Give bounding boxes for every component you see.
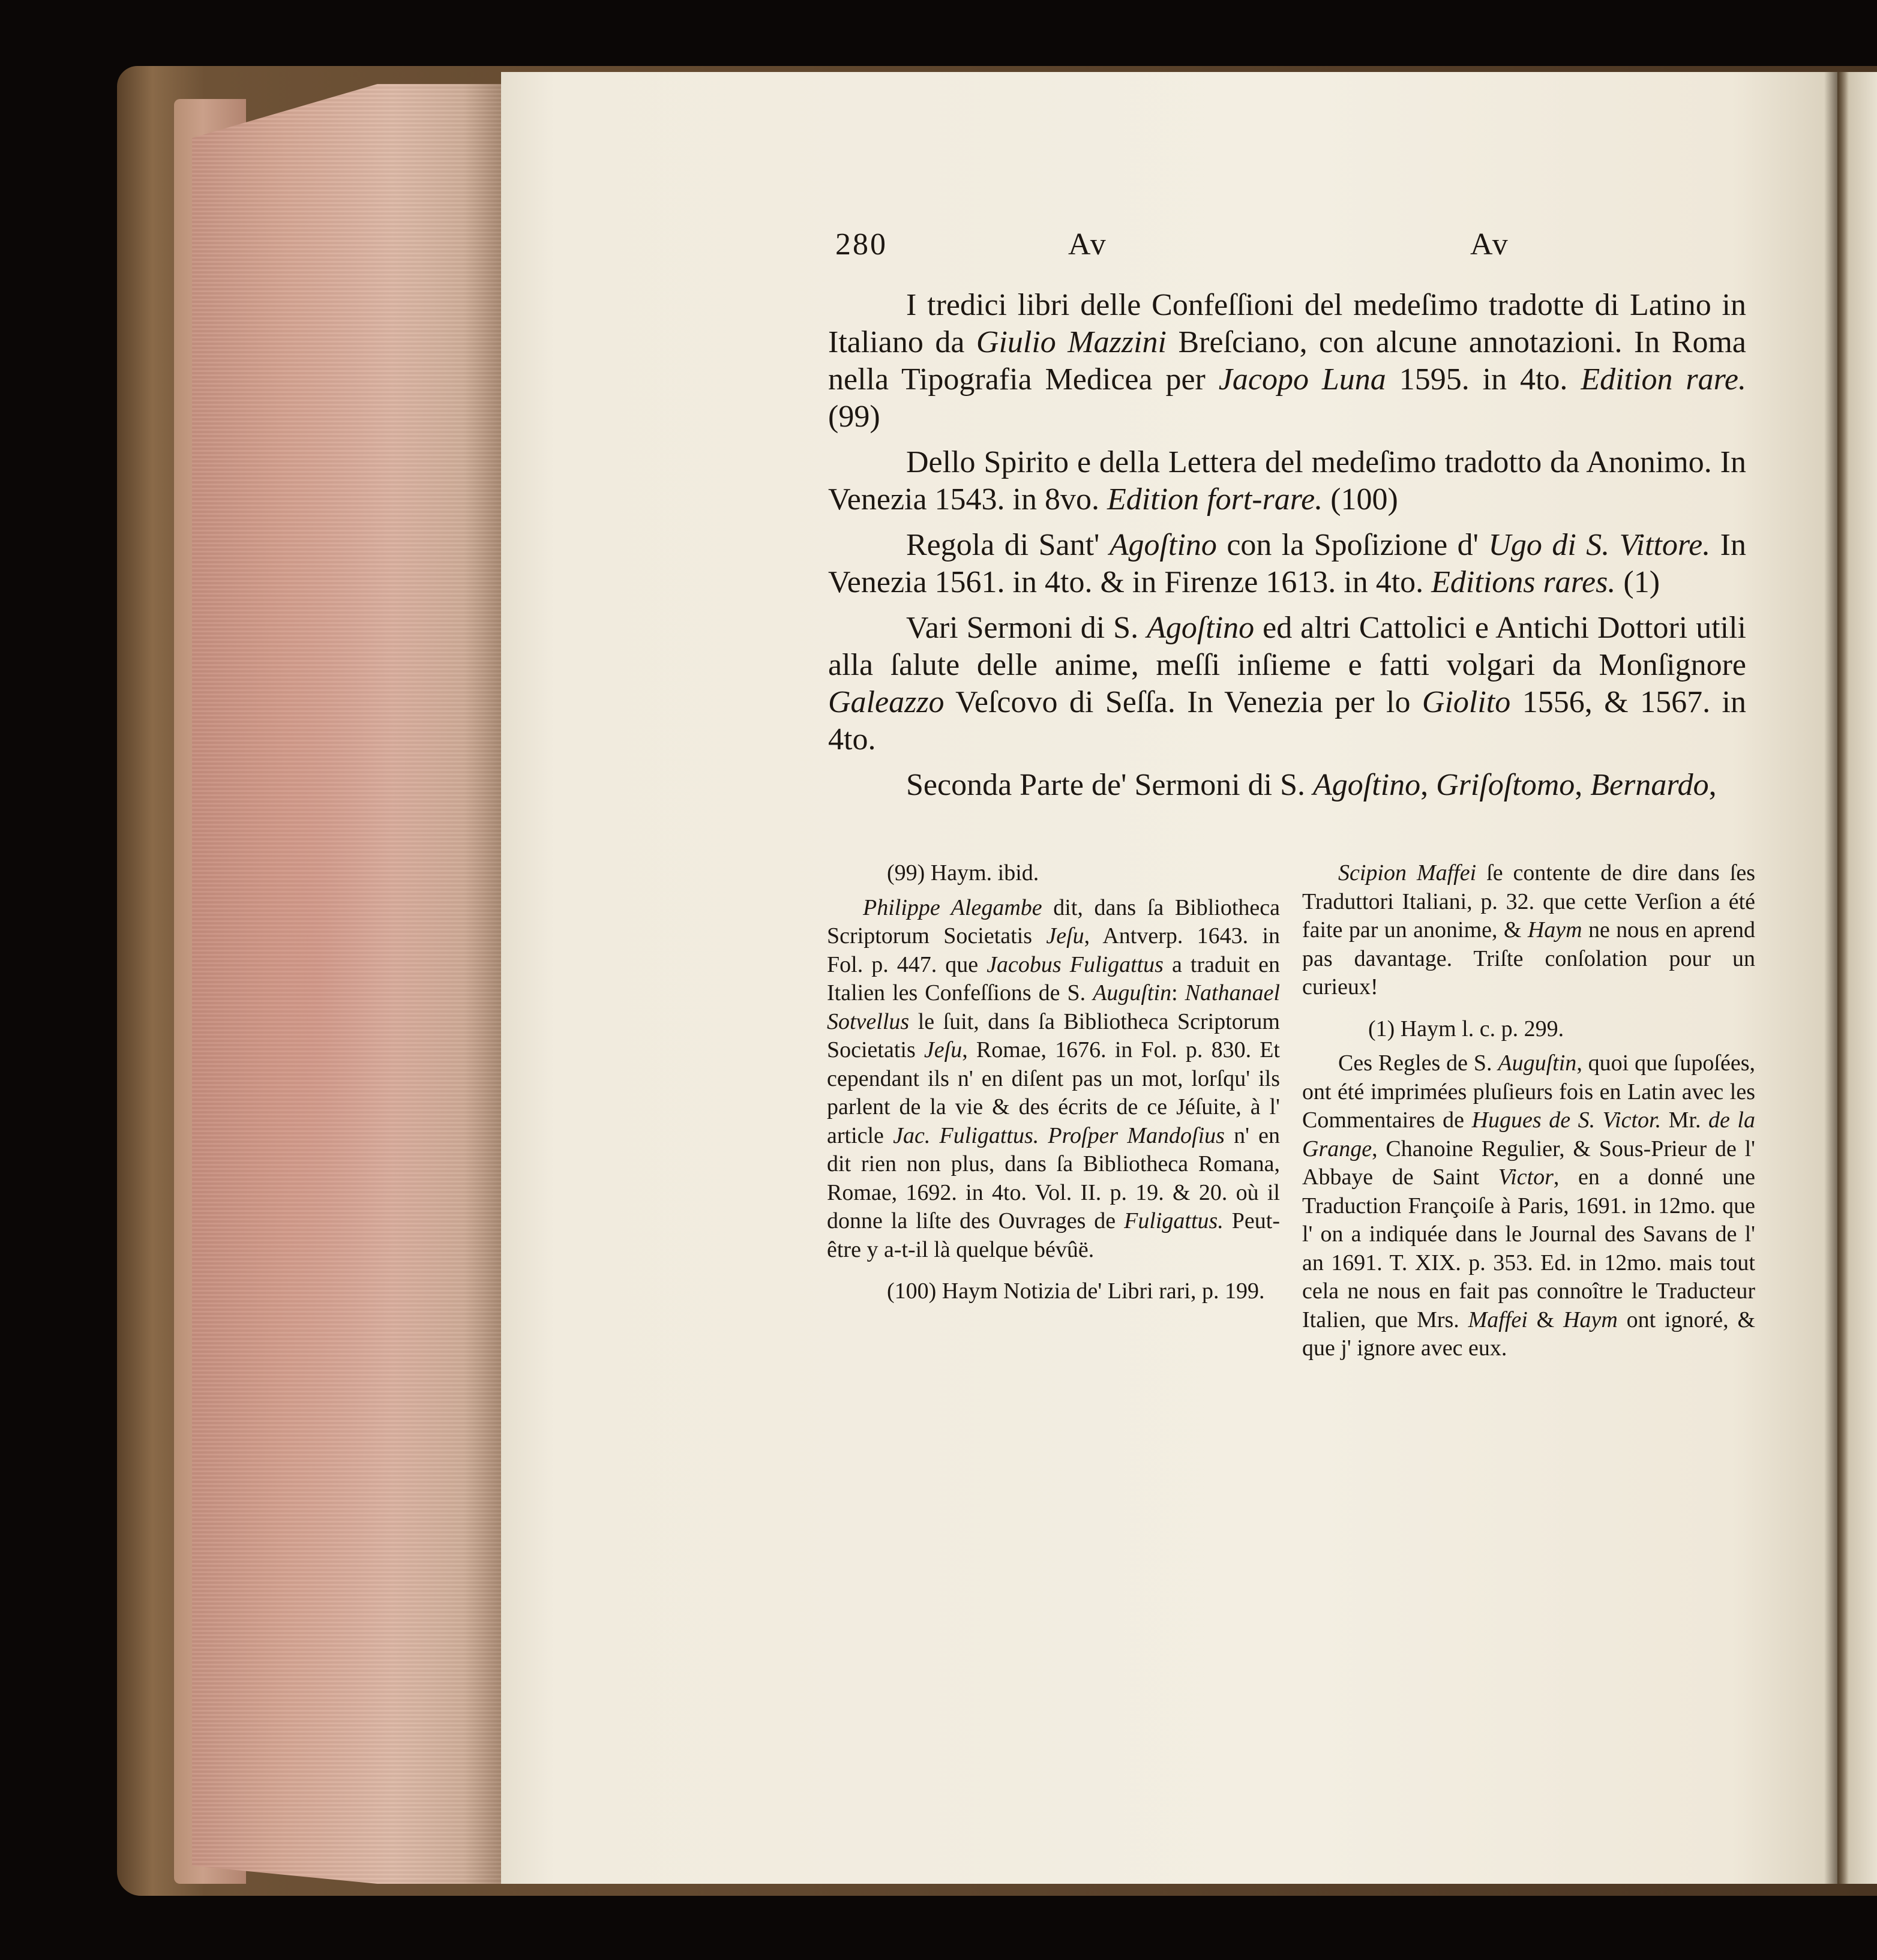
gutter-shadow (1824, 72, 1848, 1884)
entry-seconda-parte: Seconda Parte de' Sermoni di S. Agoſtino, Griſoſtomo, Bernardo, (906, 768, 1717, 802)
note-99-body: Philippe Alegambe dit, dans ſa Bibliotheca Scriptorum Societatis Jeſu, Antverp. 1643. in Fol. p. 447. que Jacobus Fuligattus a traduit en Italien les Confeſſions de S. Auguſtin: Nathanael Sotvellus le ſuit, dans ſa Bibliotheca Scriptorum Societatis Jeſu, Romae, 1676. in Fol. p. 830. Et cependant ils n' en diſent pas un mot, lorſqu' ils parlent de la vie & des écrits de ce Jéſuite, à l' article Jac. Fuligattus. Proſper Mandoſius n' en dit rien non plus, dans ſa Bibliotheca Romana, Romae, 1692. in 4to. Vol. II. p. 19. & 20. où il donne la liſte des Ouvrages de Fuligattus. Peut-être y a-t-il là quelque bévûë. (827, 895, 1281, 1262)
note-99-continuation: Scipion Maffei ſe contente de dire dans ſes Traduttori Italiani, p. 32. que cette Verſion a été faite par un anonime, & Haym ne nous en aprend pas davantage. Triſte conſolation pour un curieux! (1302, 860, 1755, 999)
entry-spirito-lettera: Dello Spirito e della Lettera del medeſimo tradotto da Anonimo. In Venezia 1543. in 8vo. Edition fort-rare. (100) (828, 445, 1746, 517)
entry-regola: Regola di Sant' Agoſtino con la Spoſizione d' Ugo di S. Vittore. In Venezia 1561. in 4to. & in Firenze 1613. in 4to. Editions rares. (1) (828, 528, 1746, 599)
notes-left-column (827, 859, 1280, 1312)
page-fore-edge (192, 84, 501, 1884)
entry-vari-sermoni: Vari Sermoni di S. Agoſtino ed altri Cattolici e Antichi Dottori utili alla ſalute delle anime, meſſi inſieme e fatti volgari da Monſignore Galeazzo Veſcovo di Seſſa. In Venezia per lo Giolito 1556, & 1567. in 4to. (828, 611, 1746, 757)
note-1-body: Ces Regles de S. Auguſtin, quoi que ſupoſées, ont été imprimées pluſieurs fois en Latin avec les Commentaires de Hugues de S. Victor. Mr. de la Grange, Chanoine Regulier, & Sous-Prieur de l' Abbaye de Saint Victor, en a donné une Traduction Françoiſe à Paris, 1691. in 12mo. que l' on a indiquée dans le Journal des Savans de l' an 1691. T. XIX. p. 353. Ed. in 12mo. mais tout cela ne nous en fait pas connoître le Traducteur Italien, que Mrs. Maffei & Haym ont ignoré, & que j' ignore avec eux. (1302, 1050, 1756, 1361)
entry-confessioni: I tredici libri delle Confeſſioni del medeſimo tradotte di Latino in Italiano da Giulio Mazzini Breſciano, con alcune annotazioni. In Roma nella Tipografia Medicea per Jacopo Luna 1595. in 4to. Edition rare. (99) (828, 288, 1746, 434)
main-text (828, 287, 1746, 812)
running-head-left: Av (1068, 227, 1108, 262)
note-99-reference: (99) Haym. ibid. (887, 860, 1039, 886)
notes-right-column (1302, 859, 1755, 1376)
note-100: (100) Haym Notizia de' Libri rari, p. 199. (887, 1278, 1265, 1304)
page-number: 280 (835, 227, 887, 262)
note-1-reference: (1) Haym l. c. p. 299. (1368, 1016, 1564, 1041)
running-head-right: Av (1470, 227, 1510, 262)
